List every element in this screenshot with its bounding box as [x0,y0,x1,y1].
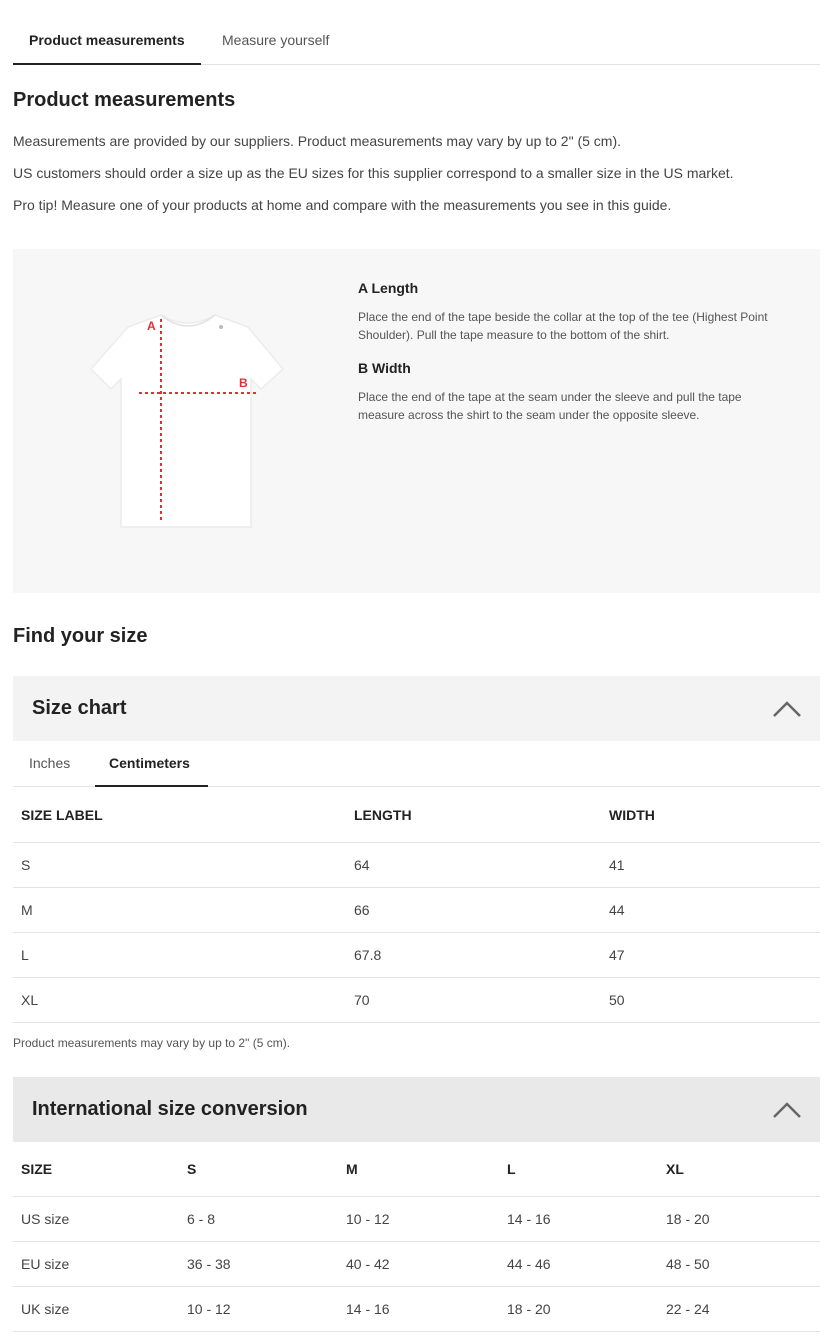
size-chart-note: Product measurements may vary by up to 2" (5 cm). [13,1036,291,1050]
table-row [13,932,820,977]
measurement-guide-panel [13,249,820,593]
width-description: Place the end of the tape at the seam under the sleeve and pull the tape measure across the shirt to the seam under the opposite sleeve. [358,390,742,422]
tab-measure-yourself[interactable]: Measure yourself [222,32,330,48]
size-chart-accordion-header[interactable] [13,676,820,741]
size-cell: 10 - 12 [338,1196,499,1241]
size-cell: 18 - 20 [658,1196,820,1241]
tab-centimeters[interactable]: Centimeters [109,755,190,771]
size-conversion-table [13,1143,820,1332]
measurement-tabs [13,0,820,65]
column-header: M [338,1143,499,1196]
intro-paragraph-3: Pro tip! Measure one of your products at home and compare with the measurements you see in this guide. [13,197,672,213]
region-cell: UK size [13,1286,179,1331]
size-cell: 36 - 38 [179,1241,338,1286]
column-header: SIZE LABEL [13,789,346,842]
width-cell: 41 [601,842,820,887]
tab-product-measurements[interactable]: Product measurements [29,32,185,48]
table-row [13,1196,820,1241]
table-header-row [13,789,820,842]
table-row [13,1241,820,1286]
tshirt-diagram [83,309,293,539]
table-row [13,1286,820,1331]
find-your-size-heading: Find your size [13,625,148,647]
tshirt-label-dot [219,325,223,329]
table-row [13,977,820,1022]
size-chart-table [13,789,820,1023]
size-conversion-title: International size conversion [32,1098,308,1120]
tshirt-outline [91,315,283,527]
size-cell: 14 - 16 [338,1286,499,1331]
length-description: Place the end of the tape beside the collar at the top of the tee (Highest Point Shoulder). Pull the tape measure to the bottom of the shirt. [358,310,768,342]
product-measurements-heading: Product measurements [13,89,236,111]
intro-paragraph-2: US customers should order a size up as the EU sizes for this supplier correspond to a smaller size in the US market. [13,165,734,181]
tab-inches[interactable]: Inches [29,755,71,771]
size-cell: 18 - 20 [499,1286,658,1331]
chevron-up-icon[interactable] [772,1097,802,1121]
column-header: S [179,1143,338,1196]
size-cell: 44 - 46 [499,1241,658,1286]
size-label-cell: S [13,842,346,887]
length-cell: 66 [346,887,601,932]
table-row [13,842,820,887]
unit-tabs [13,741,820,787]
size-label-cell: L [13,932,346,977]
intro-paragraph-1: Measurements are provided by our suppliers. Product measurements may vary by up to 2" (5 cm). [13,133,622,149]
size-cell: 22 - 24 [658,1286,820,1331]
size-cell: 14 - 16 [499,1196,658,1241]
length-cell: 64 [346,842,601,887]
length-title: A Length [358,280,419,296]
region-cell: US size [13,1196,179,1241]
width-title: B Width [358,360,411,376]
size-label-cell: M [13,887,346,932]
size-cell: 10 - 12 [179,1286,338,1331]
active-tab-indicator [13,63,201,65]
column-header: SIZE [13,1143,179,1196]
size-cell: 6 - 8 [179,1196,338,1241]
length-cell: 70 [346,977,601,1022]
table-row [13,887,820,932]
size-chart-title: Size chart [32,697,127,719]
label-a: A [147,319,156,333]
chevron-up-icon[interactable] [772,696,802,720]
width-cell: 44 [601,887,820,932]
column-header: LENGTH [346,789,601,842]
width-cell: 50 [601,977,820,1022]
column-header: XL [658,1143,820,1196]
width-cell: 47 [601,932,820,977]
active-unit-indicator [95,785,208,787]
region-cell: EU size [13,1241,179,1286]
size-label-cell: XL [13,977,346,1022]
length-cell: 67.8 [346,932,601,977]
label-b: B [239,376,248,390]
column-header: L [499,1143,658,1196]
table-header-row [13,1143,820,1196]
size-cell: 40 - 42 [338,1241,499,1286]
size-cell: 48 - 50 [658,1241,820,1286]
column-header: WIDTH [601,789,820,842]
size-conversion-accordion-header[interactable] [13,1077,820,1142]
